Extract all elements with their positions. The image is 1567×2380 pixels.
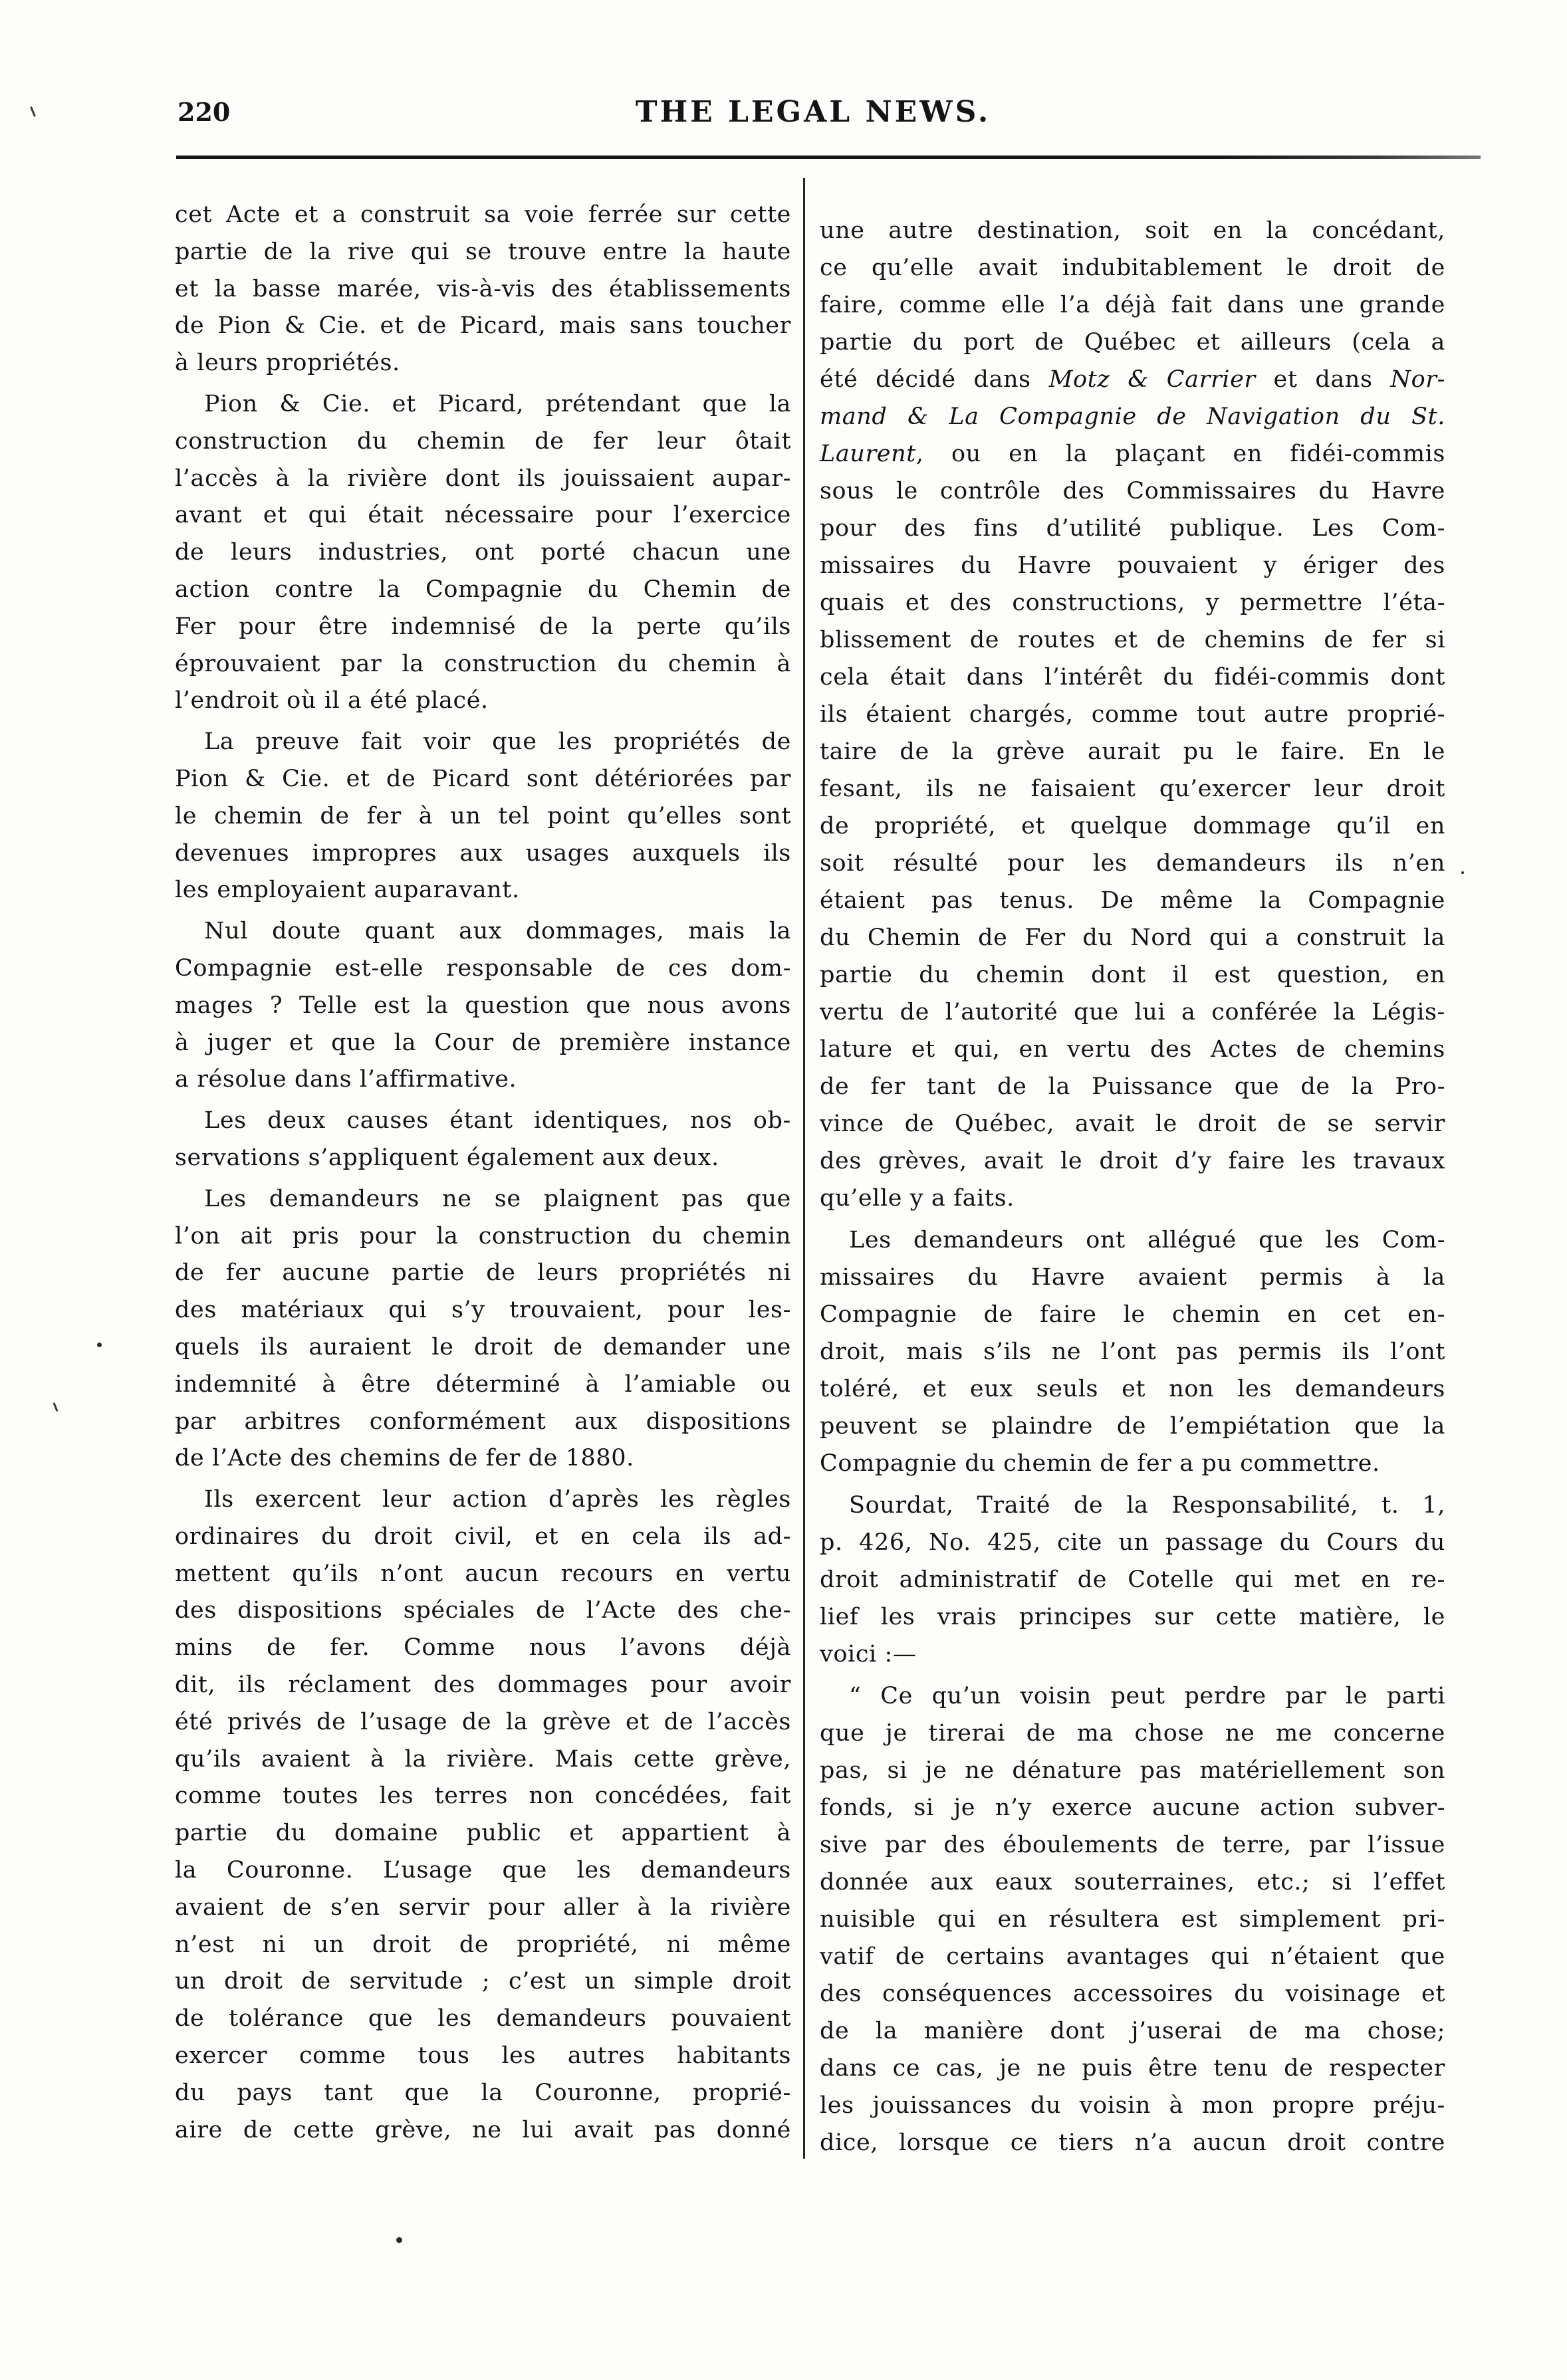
text-run: , ou en la plaçant en fidéi-commis [915,441,1445,467]
text-line: de la manière dont j’userai de ma chose; [820,2018,1445,2044]
text-line: un droit de servitude ; c’est un simple droit [175,1968,791,1995]
text-line: mins de fer. Comme nous l’avons déjà [175,1634,791,1662]
paragraph [820,1487,1445,1673]
text-line: partie de la rive qui se trouve entre la haute [175,238,791,265]
text-line: Compagnie du chemin de fer a pu commettre. [820,1450,1380,1477]
text-line: avant et qui était nécessaire pour l’exercice [175,502,791,529]
text-line: éprouvaient par la construction du chemin à [175,650,791,677]
scan-speck [53,1402,58,1412]
text-line: la Couronne. L’usage que les demandeurs [175,1857,791,1884]
page-number: 220 [178,97,231,127]
text-line: quais et des constructions, y permettre l’éta- [820,590,1445,616]
text-line: Ils exercent leur action d’après les règles [204,1486,791,1513]
text-line: dice, lorsque ce tiers n’a aucun droit contre [820,2129,1445,2156]
text-line: ils étaient chargés, comme tout autre proprié- [820,701,1445,728]
text-line [820,361,1445,398]
scan-speck [97,1343,102,1347]
text-line: partie du chemin dont il est question, en [820,962,1445,988]
text-line: droit administratif de Cotelle qui met en re- [820,1567,1445,1593]
text-line: sous le contrôle des Commissaires du Havre [820,478,1445,504]
right-column [820,212,1445,2161]
text-line: indemnité à être déterminé à l’amiable ou [175,1370,791,1398]
case-name: Nor- [1390,366,1445,393]
text-line: du Chemin de Fer du Nord qui a construit la [820,924,1445,951]
text-line: sive par des éboulements de terre, par l’issue [820,1832,1445,1858]
text-line: dit, ils réclament des dommages pour avoir [175,1672,791,1699]
text-line: soit résulté pour les demandeurs ils n’en [820,850,1445,877]
text-line: Fer pour être indemnisé de la perte qu’ils [175,613,791,640]
text-line: et la basse marée, vis-à-vis des établissements [175,275,791,302]
text-line: dans ce cas, je ne puis être tenu de respecter [820,2055,1445,2082]
text-line: a résolue dans l’affirmative. [175,1066,517,1093]
text-line: par arbitres conformément aux dispositions [175,1408,791,1435]
text-line: pas, si je ne dénature pas matériellement son [820,1757,1445,1784]
text-line: missaires du Havre pouvaient y ériger des [820,552,1445,579]
text-line: peuvent se plaindre de l’empiétation que la [820,1413,1445,1440]
text-line [820,398,1445,435]
text-line: Les demandeurs ne se plaignent pas que [204,1185,791,1212]
text-line: Les deux causes étant identiques, nos ob- [204,1107,791,1135]
text-line: voici :— [820,1641,917,1668]
text-line: p. 426, No. 425, cite un passage du Cours du [820,1529,1445,1556]
text-line: vince de Québec, avait le droit de se servir [820,1111,1445,1137]
text-line: Les demandeurs ont allégué que les Com- [849,1227,1445,1253]
text-line: Compagnie de faire le chemin en cet en- [820,1301,1445,1328]
paragraph [175,1481,791,2149]
paragraph [175,1103,791,1177]
scan-speck [396,2237,402,2243]
text-line: de fer tant de la Puissance que de la Pro- [820,1073,1445,1100]
text-line: devenues impropres aux usages auxquels ils [175,839,791,867]
text-line: Nul doute quant aux dommages, mais la [204,918,791,945]
text-line: Sourdat, Traité de la Responsabilité, t. 1, [849,1492,1445,1519]
paragraph [820,1222,1445,1482]
text-line: du pays tant que la Couronne, proprié- [175,2079,791,2106]
text-line: La preuve fait voir que les propriétés de [204,728,791,756]
text-line: de tolérance que les demandeurs pouvaient [175,2005,791,2032]
text-line: vertu de l’autorité que lui a conférée la Légis- [820,999,1445,1026]
text-line: Pion & Cie. et de Picard sont détériorées par [175,765,791,792]
text-line: action contre la Compagnie du Chemin de [175,576,791,603]
text-line: “ Ce qu’un voisin peut perdre par le parti [849,1683,1445,1709]
scan-speck [30,106,36,117]
text-line: construction du chemin de fer leur ôtait [175,427,791,455]
paragraph [820,212,1445,1217]
text-line: été privés de l’usage de la grève et de l’accès [175,1708,791,1735]
text-line: les jouissances du voisin à mon propre préju- [820,2092,1445,2119]
text-line: exercer comme tous les autres habitants [175,2042,791,2070]
paragraph [175,197,791,382]
case-name: mand & La Compagnie de Navigation du St. [820,403,1445,430]
text-line: aire de cette grève, ne lui avait pas donné [175,2116,791,2143]
text-line: de propriété, et quelque dommage qu’il en [820,813,1445,839]
text-line: ordinaires du droit civil, et en cela ils ad- [175,1523,791,1550]
text-line: des grèves, avait le droit d’y faire les travaux [820,1148,1445,1174]
column-divider [803,178,805,2159]
text-line: que je tirerai de ma chose ne me concerne [820,1720,1445,1747]
text-line [820,435,1445,473]
text-line: des matériaux qui s’y trouvaient, pour les- [175,1297,791,1324]
text-line: l’on ait pris pour la construction du chemin [175,1222,791,1249]
scan-speck [1461,871,1464,874]
text-line: servations s’appliquent également aux deux. [175,1144,719,1171]
text-line: cela était dans l’intérêt du fidéi-commis dont [820,664,1445,691]
text-line: lief les vrais principes sur cette matière, le [820,1604,1445,1630]
text-line: droit, mais s’ils ne l’ont pas permis ils l’ont [820,1339,1445,1365]
header-rule [176,156,1481,159]
text-line: lature et qui, en vertu des Actes de chemins [820,1036,1445,1063]
text-run: et dans [1255,366,1391,393]
text-line: toléré, et eux seuls et non les demandeurs [820,1376,1445,1402]
text-line: partie du port de Québec et ailleurs (cela a [820,329,1445,356]
running-head: THE LEGAL NEWS. [635,95,991,129]
text-line: partie du domaine public et appartient à [175,1820,791,1847]
text-line: une autre destination, soit en la concédant, [820,217,1445,244]
text-line: pour des fins d’utilité publique. Les Com- [820,515,1445,542]
text-line: quels ils auraient le droit de demander une [175,1333,791,1360]
text-line: faire, comme elle l’a déjà fait dans une grande [820,292,1445,318]
text-line: mages ? Telle est la question que nous avons [175,992,791,1019]
text-line: qu’elle y a faits. [820,1185,1015,1212]
text-line: Pion & Cie. et Picard, prétendant que la [204,390,791,417]
text-line: l’accès à la rivière dont ils jouissaient aupar- [175,465,791,492]
text-line: étaient pas tenus. De même la Compagnie [820,887,1445,914]
case-name: Laurent [820,441,916,467]
text-line: de fer aucune partie de leurs propriétés ni [175,1259,791,1287]
paragraph [820,1677,1445,2161]
text-line: l’endroit où il a été placé. [175,687,489,714]
text-line: nuisible qui en résultera est simplement pri- [820,1906,1445,1933]
text-line: avaient de s’en servir pour aller à la rivière [175,1893,791,1921]
text-line: à juger et que la Cour de première instance [175,1029,791,1056]
paragraph [175,1181,791,1477]
text-line: le chemin de fer à un tel point qu’elles sont [175,802,791,829]
text-line: Compagnie est-elle responsable de ces dom- [175,954,791,982]
text-line: fesant, ils ne faisaient qu’exercer leur droit [820,776,1445,802]
paragraph [175,724,791,909]
text-line: mettent qu’ils n’ont aucun recours en vertu [175,1560,791,1587]
text-run: été décidé dans [820,366,1049,393]
text-line: taire de la grève aurait pu le faire. En le [820,738,1445,765]
text-line: des conséquences accessoires du voisinage et [820,1981,1445,2007]
paragraph [175,913,791,1099]
text-line: missaires du Havre avaient permis à la [820,1264,1445,1291]
text-line: qu’ils avaient à la rivière. Mais cette grève, [175,1745,791,1773]
left-column [175,197,791,2149]
text-line: vatif de certains avantages qui n’étaient que [820,1943,1445,1970]
text-line: les employaient auparavant. [175,877,520,904]
text-line: de Pion & Cie. et de Picard, mais sans toucher [175,312,791,340]
text-line: donnée aux eaux souterraines, etc.; si l’effet [820,1869,1445,1895]
text-line: comme toutes les terres non concédées, fait [175,1783,791,1810]
text-line: blissement de routes et de chemins de fer si [820,627,1445,653]
text-line: à leurs propriétés. [175,350,400,377]
text-line: de l’Acte des chemins de fer de 1880. [175,1445,634,1472]
text-line: de leurs industries, ont porté chacun une [175,539,791,566]
paragraph [175,386,791,720]
case-name: Motz & Carrier [1048,366,1256,393]
text-line: cet Acte et a construit sa voie ferrée sur cette [175,201,791,228]
text-line: fonds, si je n’y exerce aucune action subver- [820,1794,1445,1821]
text-line: n’est ni un droit de propriété, ni même [175,1931,791,1958]
text-line: des dispositions spéciales de l’Acte des che- [175,1597,791,1624]
text-line: ce qu’elle avait indubitablement le droit de [820,255,1445,281]
